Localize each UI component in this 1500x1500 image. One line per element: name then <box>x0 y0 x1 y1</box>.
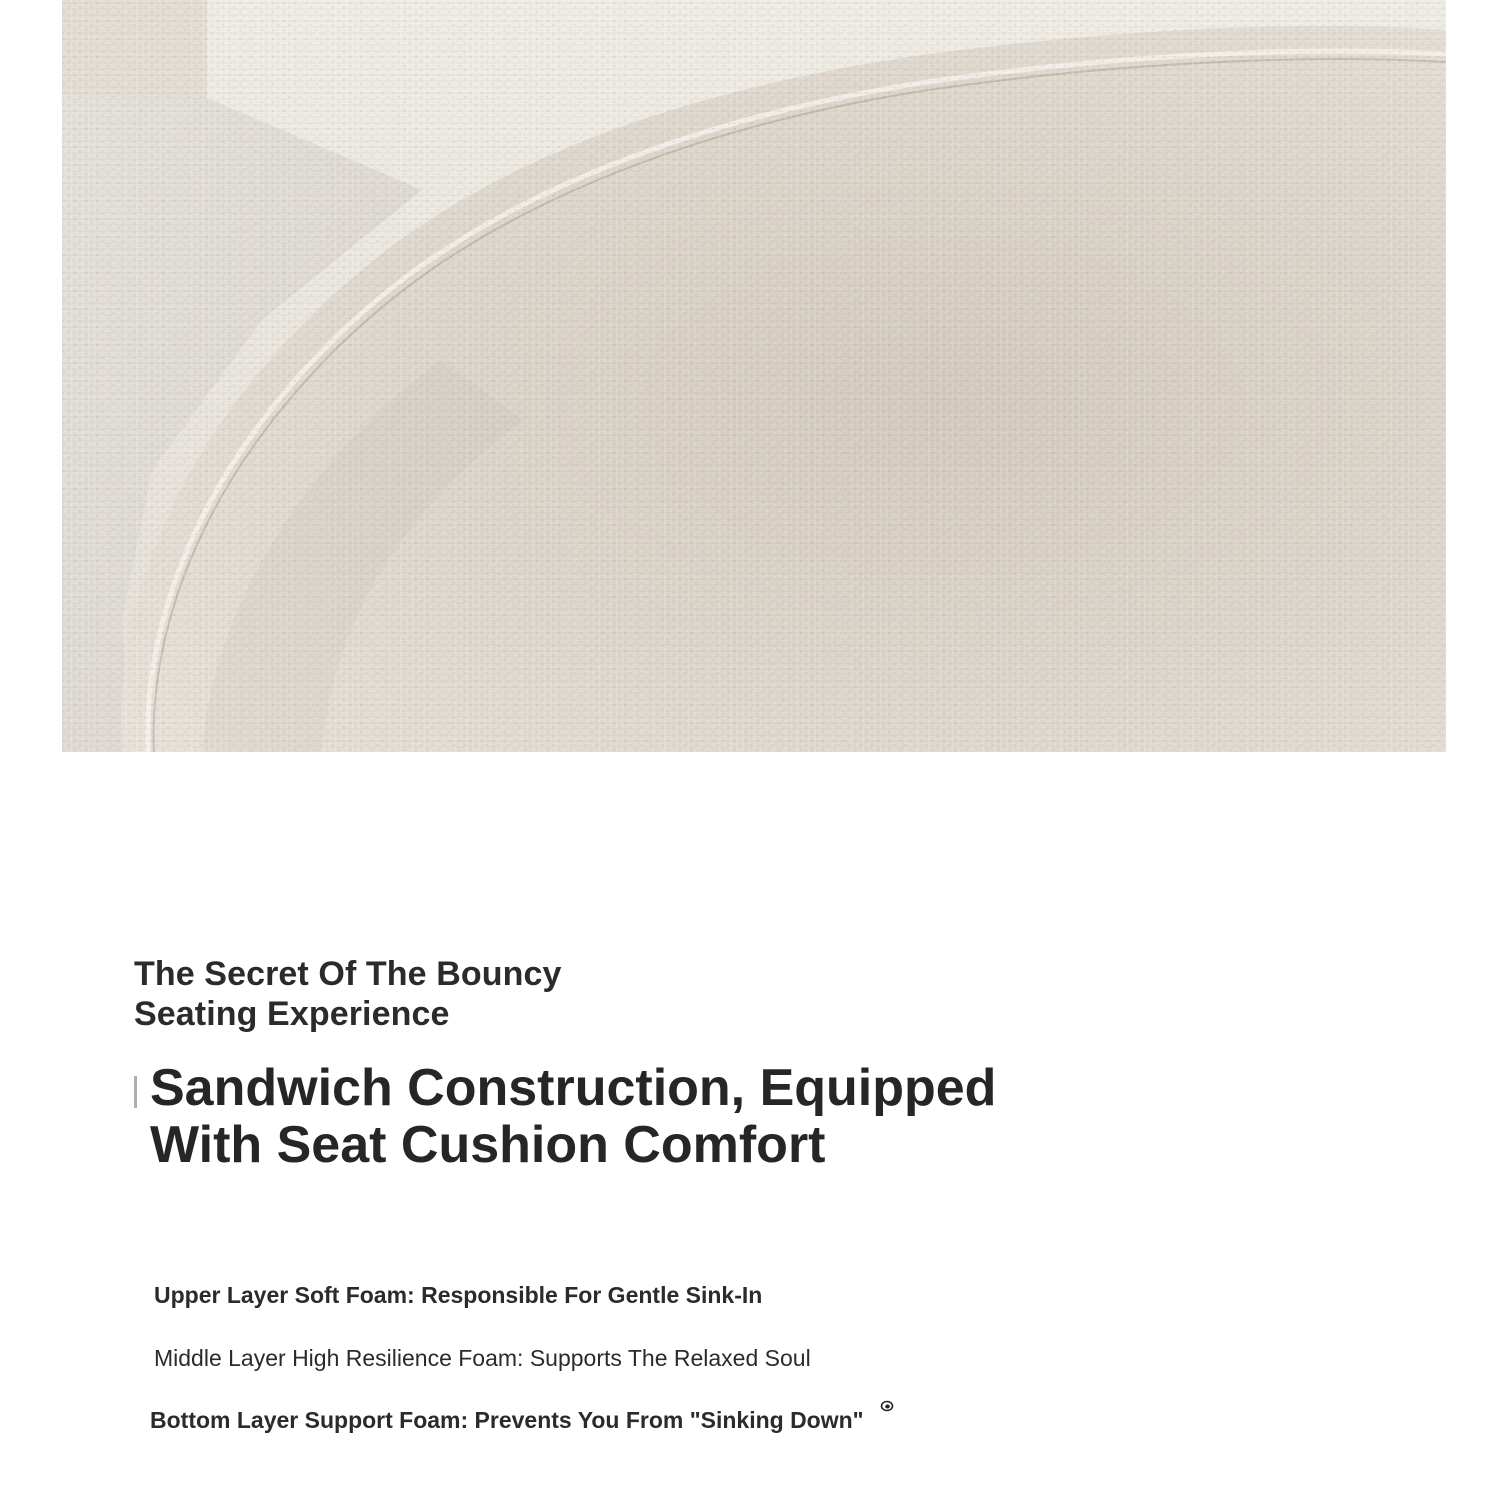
layer-bottom-foam: Bottom Layer Support Foam: Prevents You From "Sinking Down" <box>150 1407 864 1433</box>
small-bubble-icon-graphic <box>880 1400 894 1412</box>
layer-upper-foam: Upper Layer Soft Foam: Responsible For Gentle Sink-In <box>154 1282 763 1308</box>
fabric-closeup-illustration <box>62 0 1446 752</box>
section-eyebrow: The Secret Of The Bouncy Seating Experience <box>134 955 562 1033</box>
section-headline: Sandwich Construction, Equipped With Seat Cushion Comfort <box>150 1059 997 1174</box>
headline-accent-mark <box>134 1076 137 1108</box>
product-photo <box>62 0 1446 752</box>
layer-middle-foam: Middle Layer High Resilience Foam: Supports The Relaxed Soul <box>154 1345 811 1371</box>
small-bubble-icon <box>880 1399 894 1411</box>
